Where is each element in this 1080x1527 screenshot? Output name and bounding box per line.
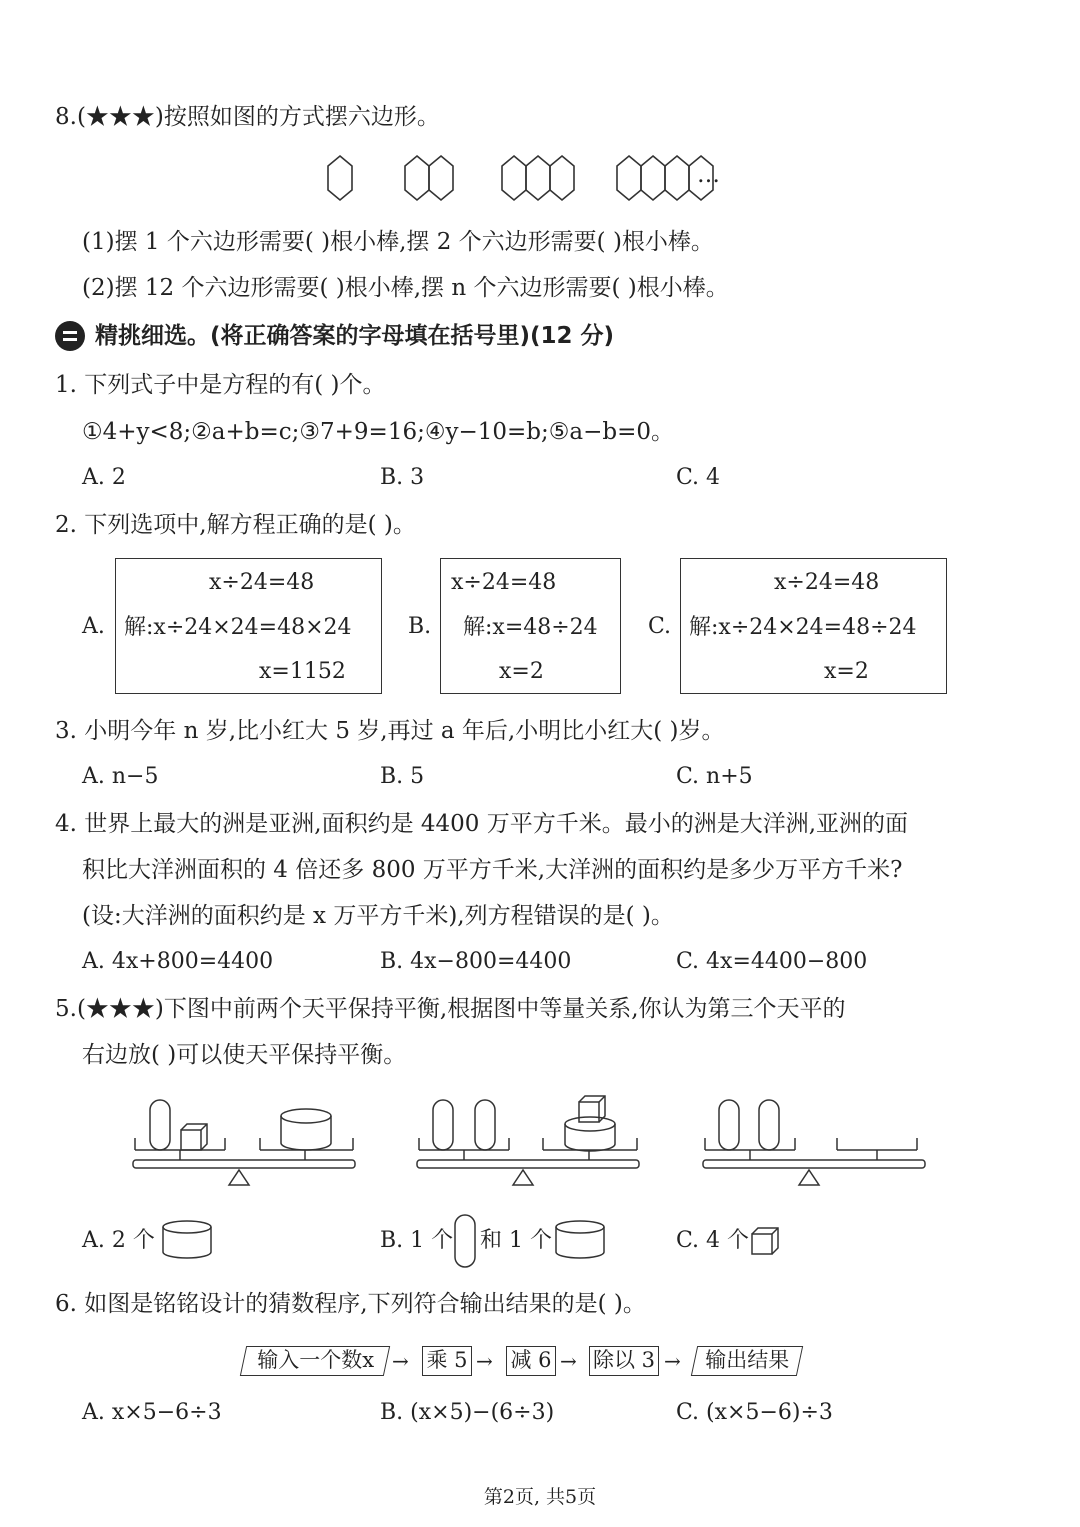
q2-c-line3: x=2: [824, 659, 869, 684]
q3-option-b: B. 5: [380, 764, 425, 789]
q2-box-a: [115, 558, 382, 694]
drum-icon: [160, 1218, 214, 1262]
hexagon-2a: [405, 156, 429, 200]
q2-label-c: C.: [648, 614, 672, 639]
q8-part1: (1)摆 1 个六边形需要( )根小棒,摆 2 个六边形需要( )根小棒。: [82, 229, 714, 255]
q5-option-c-label: C. 4 个: [676, 1228, 750, 1253]
q5-line2: 右边放( )可以使天平保持平衡。: [82, 1042, 407, 1068]
flow-output-box: [691, 1346, 803, 1376]
flow-step-multiply: 乘 5: [422, 1346, 472, 1376]
drum-icon: [553, 1218, 607, 1262]
balance-scales-figure: [125, 1088, 945, 1193]
flow-input-box: [240, 1346, 390, 1376]
hexagon-4b: [641, 156, 665, 200]
cylinder-icon: [433, 1100, 453, 1150]
q8-title: 8.(★★★)按照如图的方式摆六边形。: [55, 104, 440, 130]
flow-arrow-3: →: [560, 1349, 577, 1373]
q2-label-b: B.: [408, 614, 432, 639]
q4-option-a: A. 4x+800=4400: [82, 949, 274, 974]
q2-c-line1: x÷24=48: [774, 570, 880, 595]
drum-icon: [281, 1109, 331, 1150]
hexagon-3b: [526, 156, 550, 200]
cube-icon: [181, 1124, 207, 1150]
flow-step-subtract: 减 6: [506, 1346, 556, 1376]
q6-option-c: C. (x×5−6)÷3: [676, 1400, 833, 1425]
q6-option-b: B. (x×5)−(6÷3): [380, 1400, 555, 1425]
q4-line1: 4. 世界上最大的洲是亚洲,面积约是 4400 万平方千米。最小的洲是大洋洲,亚洲的面: [55, 811, 909, 837]
q2-b-line3: x=2: [499, 659, 544, 684]
cylinder-icon: [475, 1100, 495, 1150]
hexagon-1: [328, 156, 352, 200]
balance-scale-1: [133, 1100, 355, 1185]
q4-option-b: B. 4x−800=4400: [380, 949, 572, 974]
q2-stem: 2. 下列选项中,解方程正确的是( )。: [55, 512, 416, 538]
q6-stem: 6. 如图是铭铭设计的猜数程序,下列符合输出结果的是( )。: [55, 1291, 646, 1317]
cylinder-icon: [150, 1100, 170, 1150]
q2-a-line2: 解:x÷24×24=48×24: [124, 615, 352, 640]
q1-items: ①4+y<8;②a+b=c;③7+9=16;④y−10=b;⑤a−b=0。: [82, 419, 674, 445]
q5-option-b-mid: 和 1 个: [480, 1228, 552, 1253]
hexagon-pattern-figure: [320, 148, 740, 208]
q2-b-line1: x÷24=48: [451, 570, 557, 595]
section-two-heading: 精挑细选。(将正确答案的字母填在括号里)(12 分): [95, 323, 615, 349]
flow-input-label: 输入一个数x: [256, 1348, 374, 1372]
q2-a-line1: x÷24=48: [209, 570, 315, 595]
cylinder-icon: [759, 1100, 779, 1150]
q6-option-a: A. x×5−6÷3: [82, 1400, 222, 1425]
q1-option-c: C. 4: [676, 465, 721, 490]
cylinder-icon: [452, 1212, 478, 1270]
q5-option-b-label: B. 1 个: [380, 1228, 454, 1253]
q2-box-b: [440, 558, 621, 694]
q3-option-a: A. n−5: [82, 764, 159, 789]
section-two-icon: [55, 321, 85, 351]
cube-icon: [750, 1226, 780, 1256]
q4-line2: 积比大洋洲面积的 4 倍还多 800 万平方千米,大洋洲的面积约是多少万平方千米?: [82, 857, 903, 883]
cylinder-icon: [719, 1100, 739, 1150]
q4-line3: (设:大洋洲的面积约是 x 万平方千米),列方程错误的是( )。: [82, 903, 674, 929]
hexagon-3a: [502, 156, 526, 200]
flow-arrow-2: →: [476, 1349, 493, 1373]
q3-option-c: C. n+5: [676, 764, 753, 789]
flow-step-divide: 除以 3: [589, 1346, 659, 1376]
q1-option-a: A. 2: [82, 465, 126, 490]
q4-option-c: C. 4x=4400−800: [676, 949, 868, 974]
q8-part2: (2)摆 12 个六边形需要( )根小棒,摆 n 个六边形需要( )根小棒。: [82, 275, 729, 301]
hexagon-4c: [665, 156, 689, 200]
q2-c-line2: 解:x÷24×24=48÷24: [689, 615, 917, 640]
hexagon-3c: [550, 156, 574, 200]
hexagon-4a: [617, 156, 641, 200]
flow-arrow-1: →: [392, 1349, 409, 1373]
flow-arrow-4: →: [664, 1349, 681, 1373]
q2-b-line2: 解:x=48÷24: [463, 615, 598, 640]
q5-option-a-label: A. 2 个: [82, 1228, 155, 1253]
q1-stem: 1. 下列式子中是方程的有( )个。: [55, 372, 386, 398]
q1-option-b: B. 3: [380, 465, 425, 490]
balance-scale-3: [703, 1100, 925, 1185]
q5-line1: 5.(★★★)下图中前两个天平保持平衡,根据图中等量关系,你认为第三个天平的: [55, 996, 846, 1022]
flow-output-label: 输出结果: [705, 1348, 790, 1372]
q2-label-a: A.: [82, 614, 105, 639]
balance-scale-2: [417, 1096, 639, 1185]
q2-box-c: [680, 558, 947, 694]
q2-a-line3: x=1152: [259, 659, 346, 684]
hexagon-2b: [429, 156, 453, 200]
page-number-footer: 第2页, 共5页: [483, 1486, 597, 1508]
hexagon-ellipsis: …: [697, 162, 720, 188]
q3-stem: 3. 小明今年 n 岁,比小红大 5 岁,再过 a 年后,小明比小红大( )岁。: [55, 718, 725, 744]
